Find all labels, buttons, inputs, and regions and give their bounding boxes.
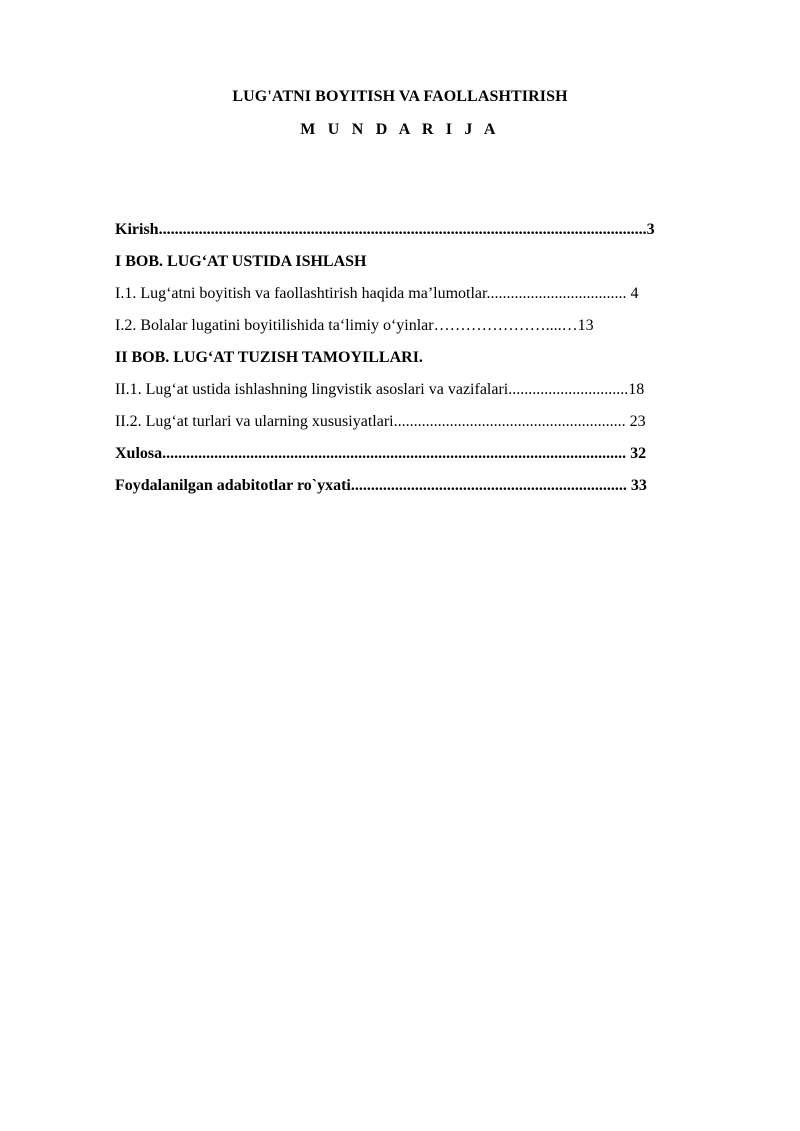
document-title: LUG'ATNI BOYITISH VA FAOLLASHTIRISH bbox=[232, 88, 568, 105]
toc-entry-references: Foydalanilgan adabitotlar ro`yxati..................................................................... 33 bbox=[115, 477, 647, 494]
toc-entry-section-2-1: II.1. Lug‘at ustida ishlashning lingvistik asoslari va vazifalari..............................18 bbox=[115, 381, 645, 398]
toc-entry-chapter-2: II BOB. LUG‘AT TUZISH TAMOYILLARI. bbox=[115, 349, 423, 366]
toc-entry-introduction: Kirish..........................................................................................................................3 bbox=[115, 221, 655, 238]
toc-entry-chapter-1: I BOB. LUG‘AT USTIDA ISHLASH bbox=[115, 253, 367, 270]
toc-entry-section-1-2: I.2. Bolalar lugatini boyitilishida ta‘limiy o‘yinlar…………………....…13 bbox=[115, 317, 594, 334]
toc-entry-section-2-2: II.2. Lug‘at turlari va ularning xususiyatlari.......................................................... 23 bbox=[115, 413, 646, 430]
toc-entry-section-1-1: I.1. Lug‘atni boyitish va faollashtirish haqida ma’lumotlar................................... 4 bbox=[115, 285, 639, 302]
toc-entry-conclusion: Xulosa.................................................................................................................... 32 bbox=[115, 445, 647, 462]
table-of-contents bbox=[115, 218, 745, 506]
table-of-contents-heading: M U N D A R I J A bbox=[300, 121, 500, 138]
